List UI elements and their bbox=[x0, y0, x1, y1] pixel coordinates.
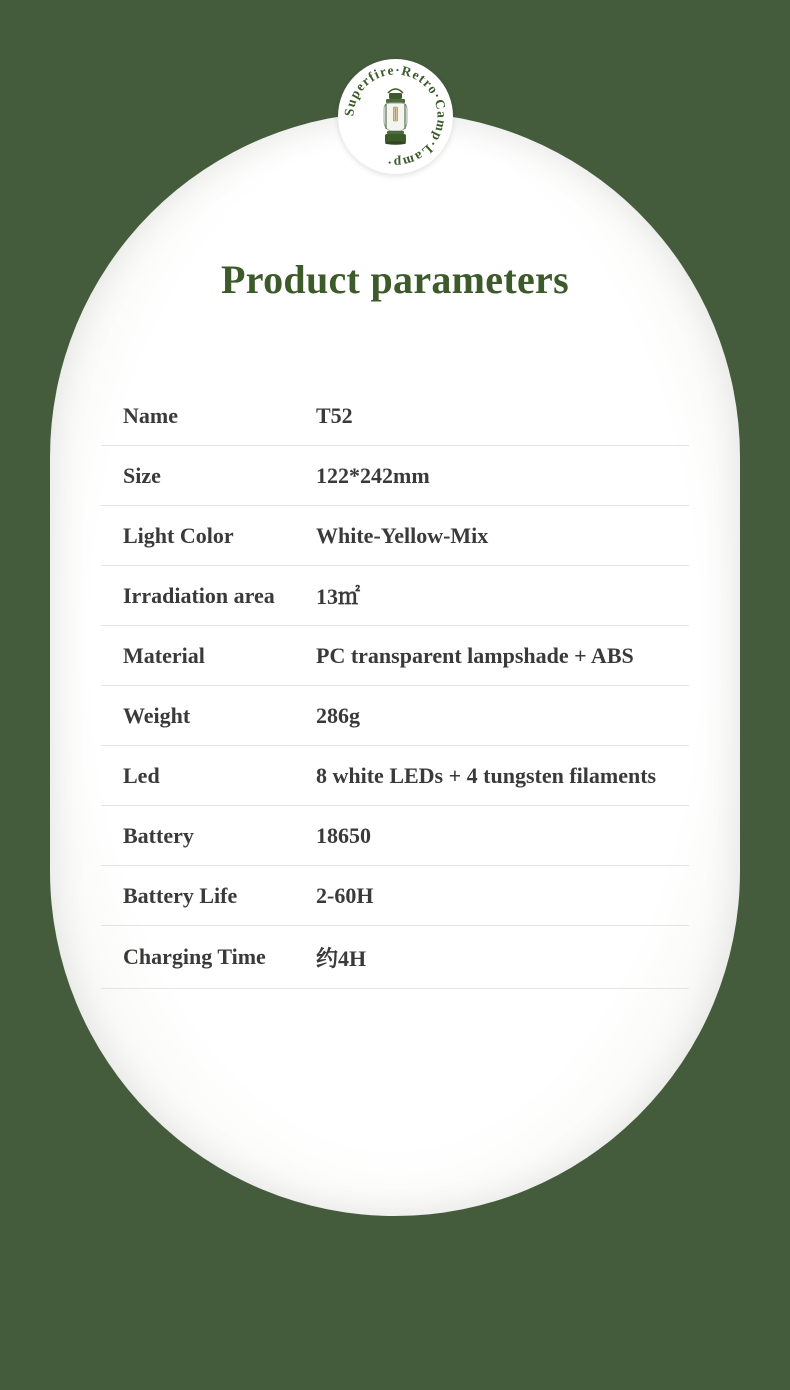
param-value: 122*242mm bbox=[316, 462, 430, 488]
param-row-material bbox=[101, 626, 689, 686]
param-value: White-Yellow-Mix bbox=[316, 522, 489, 548]
param-value: 286g bbox=[316, 702, 360, 728]
parameters-table bbox=[101, 386, 689, 989]
param-row-weight bbox=[101, 686, 689, 746]
param-value: PC transparent lampshade + ABS bbox=[316, 642, 634, 668]
param-row-battery-life bbox=[101, 866, 689, 926]
param-label: Battery bbox=[123, 822, 194, 848]
param-label: Size bbox=[123, 462, 161, 488]
param-label: Name bbox=[123, 402, 178, 428]
param-row-battery bbox=[101, 806, 689, 866]
param-label: Irradiation area bbox=[123, 582, 275, 608]
brand-badge-graphic bbox=[338, 59, 453, 174]
page-title: Product parameters bbox=[221, 257, 569, 302]
param-label: Weight bbox=[123, 702, 191, 728]
param-label: Material bbox=[123, 642, 205, 668]
param-row-size bbox=[101, 446, 689, 506]
param-row-light-color bbox=[101, 506, 689, 566]
brand-badge bbox=[338, 59, 453, 174]
param-row-name bbox=[101, 386, 689, 446]
param-value: 18650 bbox=[316, 822, 371, 848]
param-value: 约4H bbox=[316, 945, 367, 971]
param-value: 2-60H bbox=[316, 882, 374, 908]
retro-camp-lamp-icon bbox=[384, 89, 407, 145]
param-label: Charging Time bbox=[123, 944, 266, 969]
badge-ring-text: Superfire·Retro·Camp·Lamp· bbox=[341, 62, 450, 171]
param-value: T52 bbox=[316, 402, 353, 428]
param-value: 13㎡ bbox=[316, 584, 361, 609]
param-label: Led bbox=[123, 762, 160, 788]
param-row-led bbox=[101, 746, 689, 806]
param-label: Light Color bbox=[123, 522, 234, 548]
param-label: Battery Life bbox=[123, 882, 238, 908]
param-row-charging-time bbox=[101, 926, 689, 989]
param-row-irradiation-area bbox=[101, 566, 689, 626]
param-value: 8 white LEDs + 4 tungsten filaments bbox=[316, 762, 657, 788]
